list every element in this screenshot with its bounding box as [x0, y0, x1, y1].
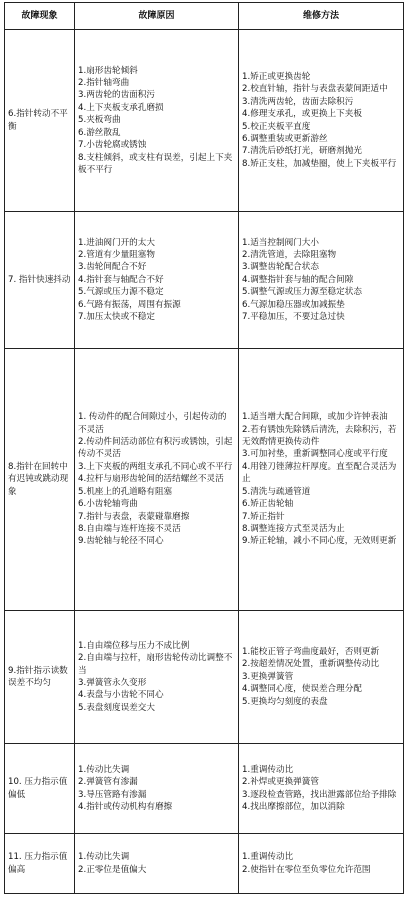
cause-item: 8.自由端与连杆连接不灵活: [78, 523, 181, 534]
remedy-item: 1.能校正管子弯曲度最好，否则更新: [242, 646, 380, 657]
phenomenon-cell: 7. 指针快速抖动: [5, 212, 75, 349]
remedy-item: 6.调整重装或更新游丝: [242, 133, 328, 144]
remedy-item: 9.矫正轮轴，减小不同心度，无效则更新: [242, 536, 397, 547]
fault-row: [5, 349, 404, 611]
header-remedy: 维修方法: [239, 3, 404, 30]
remedy-item: 5.校正夹板平直度: [242, 121, 311, 132]
remedy-cell: [239, 349, 404, 611]
remedy-item: 2.校直针轴，指针与表盘表蒙间距适中: [242, 84, 388, 95]
cause-item: 8.支柱倾斜，或支柱有误差，引起上下夹板不平行: [78, 152, 233, 175]
remedy-item: 2.清洗管道，去除阻塞物: [242, 249, 337, 260]
remedy-item: 7.清洗后砂纸打光，研磨剂抛光: [242, 146, 362, 157]
cause-cell: [75, 611, 239, 744]
header-phenomenon: 故障现象: [5, 3, 75, 30]
cause-cell: [75, 349, 239, 611]
remedy-cell: [239, 834, 404, 894]
cause-item: 2.正零位是值偏大: [78, 864, 147, 875]
cause-item: 3.导压管路有渗漏: [78, 789, 147, 800]
cause-item: 1.进油阀门开的太大: [78, 237, 155, 248]
cause-item: 6.游丝散乱: [78, 127, 121, 138]
fault-table: [4, 2, 404, 894]
cause-item: 7.加压太快或不稳定: [78, 312, 155, 323]
phenomenon-cell: 11. 压力指示值偏高: [5, 834, 75, 894]
remedy-item: 5.更换均匀刻度的表盘: [242, 696, 328, 707]
remedy-item: 4.用锉刀锉薄拉杆厚度。直至配合灵活为止: [242, 461, 397, 485]
remedy-item: 7.平稳加压，不要过急过快: [242, 312, 345, 323]
remedy-item: 1.重调传动比: [242, 852, 294, 863]
cause-item: 2.传动件间活动部位有积污或锈蚀，引起传动不灵活: [78, 437, 233, 460]
cause-item: 5.气源或压力源不稳定: [78, 287, 164, 298]
cause-item: 7.小齿轮腐或锈蚀: [78, 140, 147, 151]
remedy-cell: [239, 30, 404, 212]
cause-item: 6.气路有振荡，周围有振源: [78, 299, 181, 310]
fault-row: [5, 212, 404, 349]
cause-item: 3.齿轮间配合不好: [78, 262, 147, 273]
cause-item: 4.指针套与轴配合不好: [78, 274, 164, 285]
remedy-item: 2.补焊或更换弹簧管: [242, 777, 319, 788]
cause-cell: [75, 834, 239, 894]
cause-item: 2.指针轴弯曲: [78, 78, 130, 89]
remedy-item: 1.矫正或更换齿轮: [242, 71, 311, 82]
phenomenon-cell: 10. 压力指示值偏低: [5, 744, 75, 834]
remedy-item: 1.适当控制阀门大小: [242, 237, 319, 248]
fault-row: [5, 30, 404, 212]
remedy-item: 3.调整齿轮配合状态: [242, 262, 319, 273]
cause-item: 1.自由端位移与压力不成比例: [78, 640, 190, 651]
remedy-item: 4.修理支承孔，或更换上下夹板: [242, 109, 362, 120]
remedy-item: 3.更换弹簧管: [242, 671, 294, 682]
cause-item: 7.指针与表盘，表蒙碰靠磨擦: [78, 511, 190, 522]
cause-item: 5.夹板弯曲: [78, 115, 121, 126]
remedy-item: 6.矫正齿轮轴: [242, 499, 294, 510]
remedy-item: 4.调整指针套与轴的配合间隙: [242, 274, 354, 285]
header-row: [5, 3, 404, 30]
header-cause: 故障原因: [75, 3, 239, 30]
cause-item: 3.弹簧管永久变形: [78, 678, 147, 688]
cause-item: 5.机座上的孔道略有阻塞: [78, 486, 173, 497]
cause-item: 1.传动比失调: [78, 852, 130, 863]
remedy-item: 1.适当增大配合间隙，或加少许钟表油: [242, 412, 388, 423]
phenomenon-cell: 8.指针在回转中有迟钝或跳动现象: [5, 349, 75, 611]
remedy-item: 8.矫正支柱，加减垫圈，使上下夹板平行: [242, 158, 397, 169]
remedy-cell: [239, 744, 404, 834]
cause-item: 2.弹簧管有渗漏: [78, 777, 138, 788]
fault-row: [5, 834, 404, 894]
cause-item: 4.上下夹板支承孔磨损: [78, 102, 164, 113]
remedy-item: 3.可加衬垫，重新调整同心度或平行度: [242, 449, 388, 460]
remedy-item: 5.调整气源或压力源至稳定状态: [242, 287, 362, 298]
cause-item: 2.自由端与拉杆，扇形齿轮传动比调整不当: [78, 653, 233, 676]
fault-row: [5, 611, 404, 744]
cause-item: 1.传动比失调: [78, 764, 130, 775]
cause-item: 1. 传动件的配合间隙过小，引起传动的不灵活: [78, 412, 227, 435]
remedy-cell: [239, 611, 404, 744]
remedy-item: 2.按超差情况处置，重新调整传动比: [242, 659, 380, 670]
remedy-item: 4.找出摩擦部位，加以消除: [242, 801, 345, 812]
cause-item: 3.上下夹板的两组支承孔不同心或不平行: [78, 461, 233, 472]
cause-cell: [75, 30, 239, 212]
cause-item: 4.拉杆与扇形齿轮间的活结螺丝不灵活: [78, 474, 224, 485]
remedy-cell: [239, 212, 404, 349]
cause-item: 4.表盘与小齿轮不同心: [78, 690, 164, 701]
cause-item: 5.表盘刻度误差交大: [78, 702, 155, 713]
remedy-item: 2.使指针在零位至负零位允许范围: [242, 864, 371, 875]
remedy-item: 3.清洗两齿轮，齿面去除积污: [242, 96, 354, 107]
remedy-item: 8.调整连接方式至灵活为止: [242, 523, 345, 534]
fault-row: [5, 744, 404, 834]
remedy-item: 4.调整同心度，使误差合理分配: [242, 684, 362, 695]
remedy-item: 7.矫正指针: [242, 511, 285, 522]
remedy-item: 6.气源加稳压器或加减振垫: [242, 299, 345, 310]
phenomenon-cell: 9.指针指示读数误差不均匀: [5, 611, 75, 744]
remedy-item: 1.重调传动比: [242, 764, 294, 775]
phenomenon-cell: 6.指针转动不平衡: [5, 30, 75, 212]
cause-item: 2.管道有少量阻塞物: [78, 249, 155, 260]
cause-item: 3.两齿轮的齿面积污: [78, 90, 155, 101]
remedy-item: 3.逐段检查管路，找出泄露部位给予排除: [242, 789, 397, 800]
cause-item: 4.指针或传动机构有磨擦: [78, 801, 173, 812]
cause-item: 1.扇形齿轮倾斜: [78, 65, 138, 76]
cause-item: 6.小齿轮轴弯曲: [78, 499, 138, 510]
cause-cell: [75, 744, 239, 834]
remedy-item: 5.清洗与疏通管道: [242, 486, 311, 497]
cause-item: 9.齿轮轴与轮径不同心: [78, 536, 164, 547]
remedy-item: 2.若有锈蚀先除锈后清洗，去除积污，若无效酌情更换传动件: [242, 424, 397, 448]
cause-cell: [75, 212, 239, 349]
